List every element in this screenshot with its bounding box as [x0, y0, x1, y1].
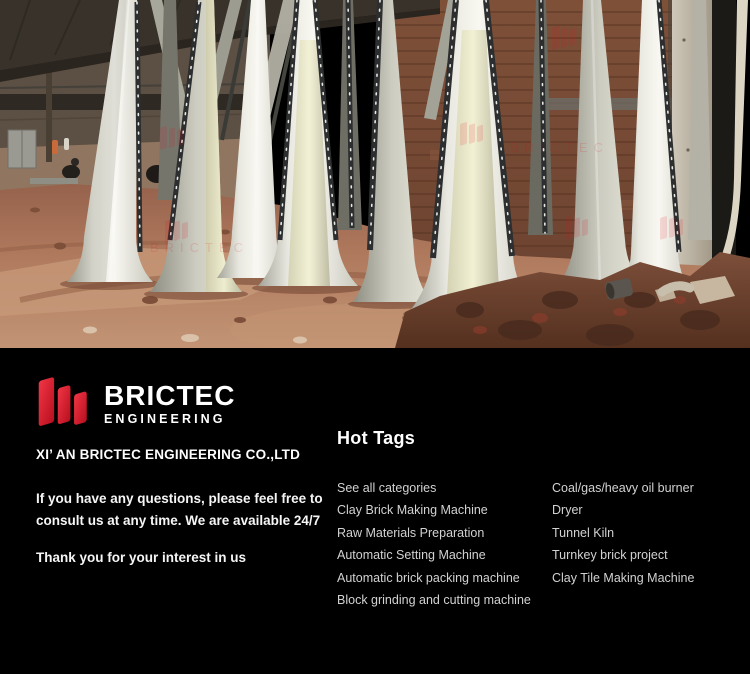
- svg-text:BRICTEC: BRICTEC: [510, 140, 610, 155]
- thanks-message: Thank you for your interest in us: [36, 550, 247, 565]
- footer-company-block: [36, 370, 336, 565]
- company-name: XI’ AN BRICTEC ENGINEERING CO.,LTD: [36, 447, 301, 462]
- support-message: If you have any questions, please feel free to consult us at any time. We are available 24/7: [36, 491, 323, 528]
- tag-automatic-setting-machine[interactable]: Automatic Setting Machine: [337, 548, 486, 563]
- tag-clay-tile-making-machine[interactable]: Clay Tile Making Machine: [552, 570, 695, 585]
- tag-dryer[interactable]: Dryer: [552, 503, 583, 518]
- tag-turnkey-brick-project[interactable]: Turnkey brick project: [552, 548, 668, 563]
- hot-tags-title: Hot Tags: [337, 428, 416, 448]
- tag-coal-gas-heavy-oil-burner[interactable]: Coal/gas/heavy oil burner: [552, 481, 694, 495]
- brictec-logo: [36, 370, 336, 437]
- tag-automatic-brick-packing-machine[interactable]: Automatic brick packing machine: [337, 570, 520, 585]
- logo-subtitle: ENGINEERING: [104, 411, 226, 426]
- footer: [0, 348, 750, 674]
- hot-tags-list: [337, 477, 737, 611]
- brictec-bricks-icon: [36, 370, 94, 437]
- tag-raw-materials-preparation[interactable]: Raw Materials Preparation: [337, 525, 485, 540]
- svg-text:BRICTEC: BRICTEC: [150, 240, 250, 255]
- tag-clay-brick-making-machine[interactable]: Clay Brick Making Machine: [337, 503, 488, 518]
- tag-tunnel-kiln[interactable]: Tunnel Kiln: [552, 525, 615, 540]
- tag-see-all-categories[interactable]: See all categories: [337, 481, 437, 495]
- hot-tags-section: [337, 428, 737, 611]
- tag-block-grinding-and-cutting-machine[interactable]: Block grinding and cutting machine: [337, 593, 531, 608]
- logo-wordmark: BRICTEC: [104, 379, 236, 411]
